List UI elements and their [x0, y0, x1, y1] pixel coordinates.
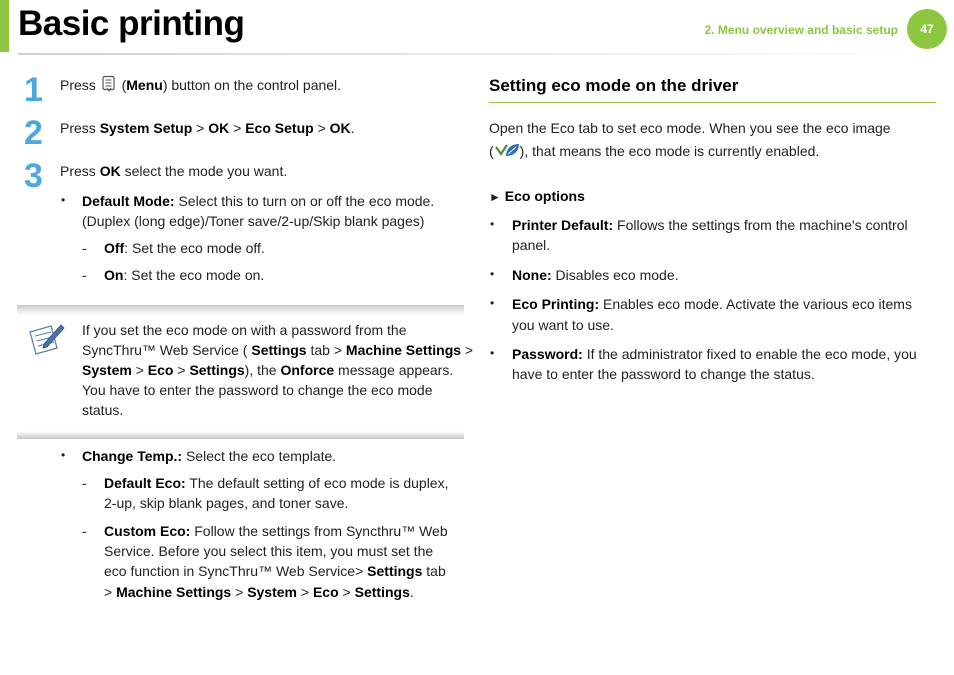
step-1-text: Press (Menu) button on the control panel. [60, 75, 341, 98]
menu-button-icon [100, 75, 118, 98]
default-eco-line2: 2-up, skip blank pages, and toner save. [104, 495, 349, 511]
section-title: 2. Menu overview and basic setup [704, 23, 898, 37]
note-pencil-icon [27, 322, 67, 363]
eco-leaf-icon [494, 142, 520, 163]
custom-eco-line3: eco function in SyncThru™ Web Service> Settings tab [104, 563, 446, 579]
bullet-dot: • [490, 267, 495, 281]
default-eco-line1: Default Eco: The default setting of eco mode is duplex, [104, 475, 449, 491]
header-accent-bar [0, 0, 9, 52]
default-mode-line2: (Duplex (long edge)/Toner save/2-up/Skip blank pages) [82, 213, 425, 229]
printer-default-line1: Printer Default: Follows the settings from the machine's control [512, 217, 908, 233]
heading-underline [489, 102, 936, 103]
eco-printing-line1: Eco Printing: Enables eco mode. Activate the various eco items [512, 296, 912, 312]
step-number-2: 2 [24, 114, 43, 152]
intro-line2: ( ), that means the eco mode is currently enabled. [489, 141, 819, 163]
page-title: Basic printing [18, 4, 245, 43]
change-temp-line: Change Temp.: Select the eco template. [82, 448, 337, 464]
dash: - [82, 523, 87, 539]
note-bottom-border [17, 431, 464, 439]
eco-options-header: ► Eco options [489, 188, 585, 204]
password-line1: Password: If the administrator fixed to enable the eco mode, you [512, 346, 917, 362]
step-3-text: Press OK select the mode you want. [60, 163, 288, 179]
bullet-dot: • [490, 217, 495, 231]
note-line-5: status. [82, 402, 124, 418]
bullet-dot: • [490, 346, 495, 360]
printer-default-line2: panel. [512, 237, 551, 253]
bullet-dot: • [61, 448, 66, 462]
dash: - [82, 267, 87, 283]
note-line-4: You have to enter the password to change the eco mode [82, 382, 433, 398]
off-option: Off: Set the eco mode off. [104, 240, 265, 256]
eco-printing-line2: you want to use. [512, 317, 614, 333]
password-line2: have to enter the password to change the status. [512, 366, 815, 382]
note-line-1: If you set the eco mode on with a password from the [82, 322, 407, 338]
page-number: 47 [920, 22, 934, 36]
triangle-marker-icon: ► [489, 190, 501, 204]
intro-line1: Open the Eco tab to set eco mode. When you see the eco image [489, 120, 891, 136]
bullet-dot: • [61, 193, 66, 207]
on-option: On: Set the eco mode on. [104, 267, 265, 283]
dash: - [82, 240, 87, 256]
custom-eco-line4: > Machine Settings > System > Eco > Settings. [104, 584, 414, 600]
header-divider [18, 53, 954, 55]
step-number-3: 3 [24, 157, 43, 195]
none-line: None: Disables eco mode. [512, 267, 679, 283]
custom-eco-line1: Custom Eco: Follow the settings from Syncthru™ Web [104, 523, 448, 539]
page-number-badge [907, 9, 947, 49]
step-2-text: Press System Setup > OK > Eco Setup > OK. [60, 120, 355, 136]
step-number-1: 1 [24, 71, 43, 109]
section-heading: Setting eco mode on the driver [489, 76, 739, 95]
custom-eco-line2: Service. Before you select this item, you must set the [104, 543, 434, 559]
dash: - [82, 475, 87, 491]
note-line-3: System > Eco > Settings), the Onforce message appears. [82, 362, 454, 378]
bullet-dot: • [490, 296, 495, 310]
note-top-border [17, 305, 464, 315]
note-line-2: SyncThru™ Web Service ( Settings tab > Machine Settings > [82, 342, 474, 358]
default-mode-line1: Default Mode: Select this to turn on or off the eco mode. [82, 193, 435, 209]
